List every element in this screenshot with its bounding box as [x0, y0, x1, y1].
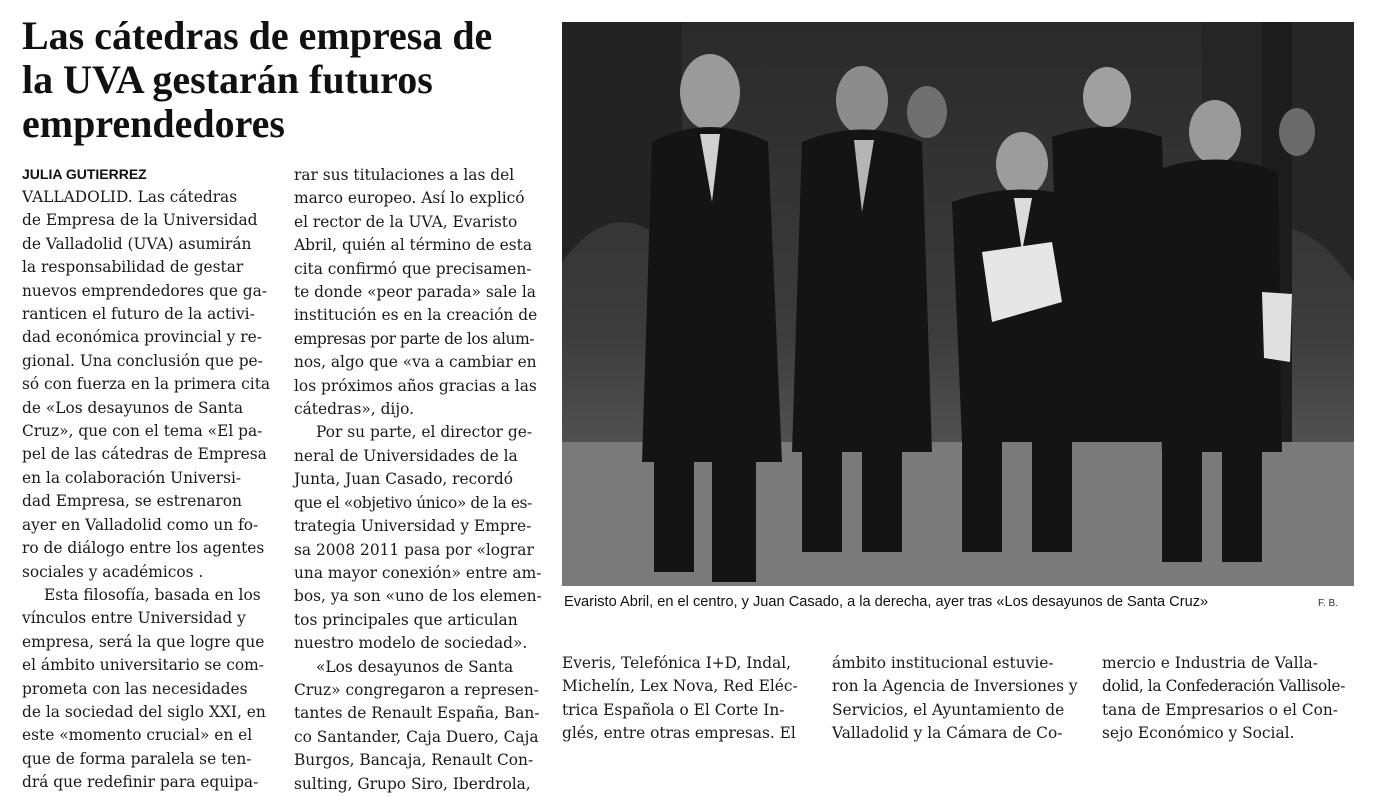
- column-line: ro de diálogo entre los agentes: [22, 539, 265, 558]
- column-line: prometa con las necesidades: [22, 679, 248, 698]
- column-line: sa 2008 2011 pasa por «lograr: [294, 540, 534, 559]
- column-line: nuestro modelo de sociedad».: [294, 634, 528, 653]
- column-line: sejo Económico y Social.: [1102, 724, 1295, 743]
- column-line: VALLADOLID. Las cátedras: [22, 188, 238, 206]
- column-line: te donde «peor parada» sale la: [294, 283, 536, 302]
- column-line: gional. Una conclusión que pe-: [22, 351, 263, 370]
- column-line: dad Empresa, se estrenaron: [22, 492, 242, 511]
- column-line: de Empresa de la Universidad: [22, 211, 258, 230]
- article-column-2: [294, 164, 544, 796]
- column-line: que de forma paralela se ten-: [22, 749, 252, 768]
- column-line: tana de Empresarios o el Con-: [1102, 700, 1338, 719]
- column-line: institución es en la creación de: [294, 306, 538, 325]
- column-line: la responsabilidad de gestar: [22, 258, 244, 277]
- column-line: de Valladolid (UVA) asumirán: [22, 234, 252, 253]
- photo-credit: F. B.: [1317, 598, 1338, 609]
- headline-line: emprendedores: [22, 101, 285, 146]
- article-column-5: [1102, 652, 1352, 746]
- column-line: cátedras», dijo.: [294, 400, 415, 419]
- column-line: bos, ya son «uno de los elemen-: [294, 587, 542, 606]
- column-line: trica Española o El Corte In-: [562, 700, 785, 719]
- column-line: dolid, la Confederación Vallisole-: [1102, 677, 1345, 696]
- column-line: Cruz» congregaron a represen-: [294, 680, 540, 699]
- column-line: ron la Agencia de Inversiones y: [832, 677, 1078, 696]
- group-photo-illustration: [562, 22, 1354, 586]
- news-photo: [562, 22, 1354, 586]
- column-line: drá que redefinir para equipa-: [22, 773, 259, 792]
- byline: JULIA GUTIERREZ: [22, 166, 147, 182]
- column-line: ámbito institucional estuvie-: [832, 654, 1054, 672]
- column-line: el ámbito universitario se com-: [22, 656, 264, 675]
- column-line: cita confirmó que precisamen-: [294, 259, 532, 278]
- column-line: Everis, Telefónica I+D, Indal,: [562, 654, 792, 672]
- column-line: Abril, quién al término de esta: [294, 236, 532, 255]
- headline-line: la UVA gestarán futuros: [22, 57, 433, 102]
- article-column-3: [562, 652, 812, 746]
- column-line: el rector de la UVA, Evaristo: [294, 212, 518, 231]
- photo-caption: Evaristo Abril, en el centro, y Juan Casado, a la derecha, ayer tras «Los desayunos de Santa Cruz»: [564, 594, 1209, 610]
- column-line: este «momento crucial» en el: [22, 726, 253, 745]
- column-line: Servicios, el Ayuntamiento de: [832, 700, 1065, 719]
- column-line: nos, algo que «va a cambiar en: [294, 353, 537, 372]
- column-line: vínculos entre Universidad y: [22, 609, 246, 628]
- column-line: una mayor conexión» entre am-: [294, 563, 542, 582]
- article-column-4: [832, 652, 1082, 746]
- column-line: de la sociedad del siglo XXI, en: [22, 702, 266, 721]
- column-line: ayer en Valladolid como un fo-: [22, 515, 259, 534]
- column-line: empresas por parte de los alum-: [294, 329, 535, 348]
- column-line: trategia Universidad y Empre-: [294, 517, 532, 536]
- column-line: neral de Universidades de la: [294, 446, 518, 465]
- column-line: los próximos años gracias a las: [294, 376, 537, 395]
- column-line: Valladolid y la Cámara de Co-: [832, 724, 1063, 743]
- column-line: Cruz», que con el tema «El pa-: [22, 422, 263, 441]
- headline-line: Las cátedras de empresa de: [22, 13, 493, 58]
- column-line: «Los desayunos de Santa: [316, 657, 514, 676]
- article-column-1: [22, 186, 272, 795]
- column-line: en la colaboración Universi-: [22, 468, 242, 487]
- column-line: ranticen el futuro de la activi-: [22, 305, 255, 324]
- column-line: pel de las cátedras de Empresa: [22, 445, 267, 464]
- column-line: Michelín, Lex Nova, Red Eléc-: [562, 677, 798, 696]
- column-line: Burgos, Bancaja, Renault Con-: [294, 751, 534, 770]
- column-line: mercio e Industria de Valla-: [1102, 654, 1318, 672]
- column-line: Por su parte, el director ge-: [316, 423, 533, 442]
- column-line: tos principales que articulan: [294, 610, 518, 629]
- column-line: que el «objetivo único» de la es-: [294, 493, 532, 512]
- column-line: de «Los desayunos de Santa: [22, 398, 243, 417]
- column-line: tantes de Renault España, Ban-: [294, 704, 540, 723]
- column-line: Junta, Juan Casado, recordó: [294, 470, 513, 489]
- column-line: empresa, será la que logre que: [22, 632, 265, 651]
- column-line: marco europeo. Así lo explicó: [294, 189, 525, 208]
- column-line: rar sus titulaciones a las del: [294, 166, 515, 184]
- column-line: nuevos emprendedores que ga-: [22, 281, 267, 300]
- column-line: dad económica provincial y re-: [22, 328, 262, 347]
- column-line: só con fuerza en la primera cita: [22, 375, 271, 394]
- column-line: Esta filosofía, basada en los: [44, 585, 261, 604]
- column-line: sociales y académicos .: [22, 562, 204, 581]
- column-line: co Santander, Caja Duero, Caja: [294, 727, 539, 746]
- headline: [22, 14, 542, 146]
- column-line: glés, entre otras empresas. El: [562, 724, 796, 743]
- column-line: sulting, Grupo Siro, Iberdrola,: [294, 774, 531, 793]
